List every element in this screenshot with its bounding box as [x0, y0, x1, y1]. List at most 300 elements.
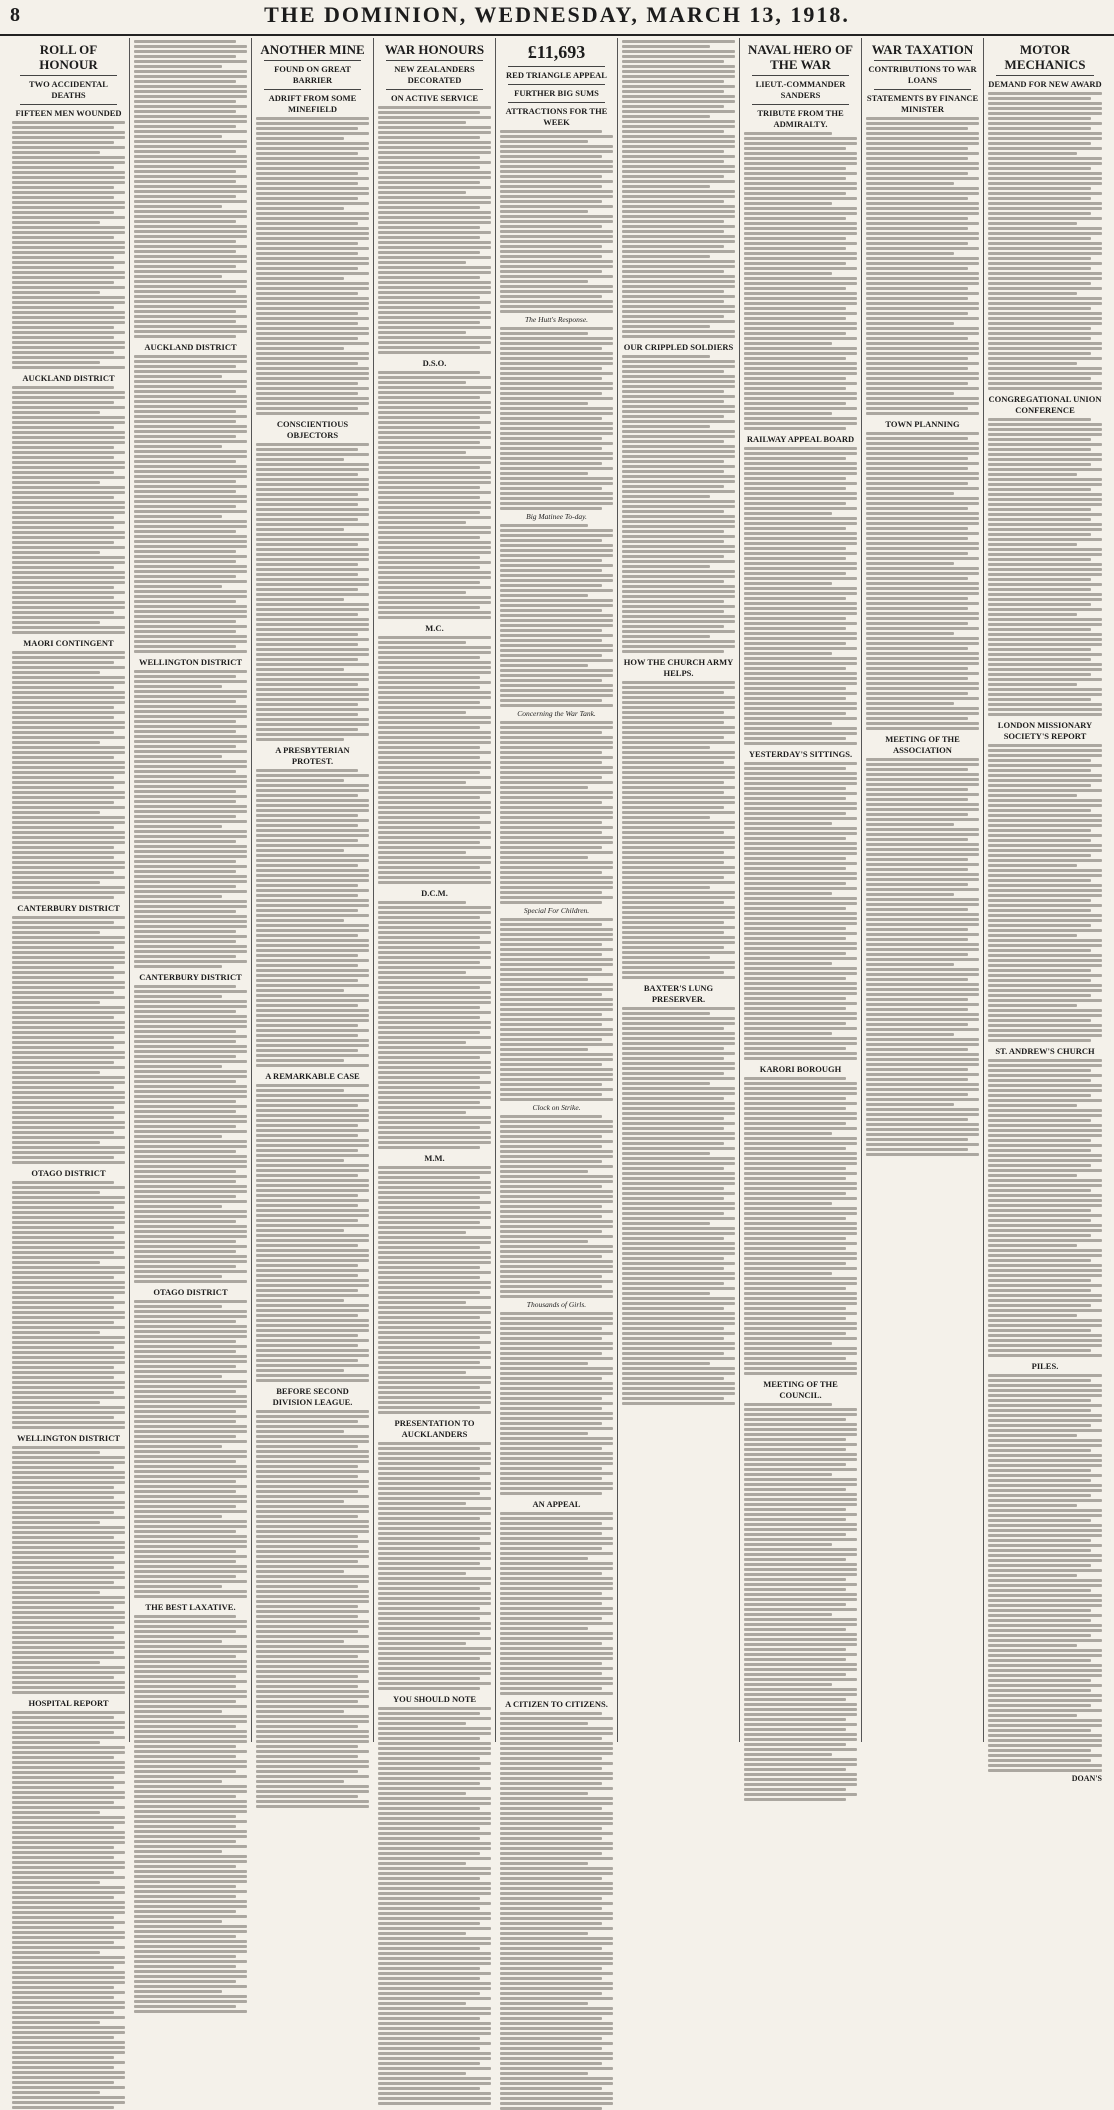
- text-line: [622, 390, 724, 393]
- text-line: [378, 1982, 491, 1985]
- text-line: [744, 157, 857, 160]
- text-line: [500, 654, 602, 657]
- text-line: [744, 1663, 857, 1666]
- text-line: [744, 347, 857, 350]
- text-line: [378, 1311, 491, 1314]
- text-line: [744, 1608, 857, 1611]
- text-line: [12, 1241, 125, 1244]
- text-line: [256, 307, 369, 310]
- text-line: [134, 945, 247, 948]
- text-line: [744, 1593, 857, 1596]
- text-line: [500, 150, 613, 153]
- text-line: [12, 671, 100, 674]
- text-line: [256, 1575, 369, 1578]
- text-line: [866, 1123, 979, 1126]
- text-line: [12, 1686, 125, 1689]
- text-line: [500, 1487, 613, 1490]
- text-line: [12, 796, 125, 799]
- article-body: [12, 1446, 125, 1694]
- text-line: [134, 1500, 247, 1503]
- text-line: [622, 1012, 710, 1015]
- text-line: [500, 886, 613, 889]
- text-line: [866, 357, 968, 360]
- text-line: [134, 755, 222, 758]
- text-line: [256, 1369, 344, 1372]
- text-line: [988, 678, 1102, 681]
- text-line: [256, 1194, 358, 1197]
- text-line: [622, 1142, 724, 1145]
- subheadline: TWO ACCIDENTAL DEATHS: [29, 79, 108, 100]
- text-line: [500, 983, 613, 986]
- text-line: [866, 192, 979, 195]
- text-line: [256, 1299, 344, 1302]
- text-line: [12, 1896, 114, 1899]
- text-line: [744, 1503, 857, 1506]
- text-line: [622, 550, 735, 553]
- text-line: [866, 607, 968, 610]
- text-line: [500, 761, 602, 764]
- text-line: [988, 688, 1102, 691]
- text-line: [622, 55, 735, 58]
- text-line: [500, 275, 613, 278]
- text-line: [622, 1362, 710, 1365]
- text-line: [500, 544, 613, 547]
- article-body: [256, 117, 369, 415]
- text-line: [134, 840, 236, 843]
- text-line: [622, 365, 735, 368]
- text-line: [500, 280, 588, 283]
- text-line: [988, 307, 1091, 310]
- text-line: [500, 2087, 602, 2090]
- text-line: [866, 232, 979, 235]
- text-line: [378, 161, 491, 164]
- text-line: [134, 450, 247, 453]
- text-line: [744, 137, 857, 140]
- text-line: [866, 492, 954, 495]
- text-line: [988, 1149, 1091, 1152]
- text-line: [988, 1314, 1077, 1317]
- text-line: [12, 856, 114, 859]
- text-line: [988, 804, 1102, 807]
- text-line: [988, 764, 1102, 767]
- text-line: [500, 689, 613, 692]
- text-line: [256, 372, 369, 375]
- text-line: [134, 1670, 247, 1673]
- text-line: [378, 221, 491, 224]
- text-line: [622, 886, 710, 889]
- text-line: [134, 205, 222, 208]
- text-line: [256, 919, 344, 922]
- text-line: [500, 467, 613, 470]
- text-line: [378, 871, 491, 874]
- text-line: [988, 869, 1102, 872]
- text-line: [500, 1817, 613, 1820]
- text-line: [988, 899, 1091, 902]
- text-line: [12, 356, 125, 359]
- text-line: [378, 381, 466, 384]
- text-line: [12, 876, 125, 879]
- text-line: [500, 1260, 613, 1263]
- text-line: [12, 1196, 125, 1199]
- text-line: [12, 1501, 125, 1504]
- subheadline: ON ACTIVE SERVICE: [390, 93, 479, 103]
- text-line: [378, 1186, 491, 1189]
- text-line: [866, 682, 979, 685]
- text-line: [500, 644, 613, 647]
- text-line: [134, 170, 236, 173]
- article-body: [744, 762, 857, 1060]
- text-line: [744, 302, 857, 305]
- text-line: [988, 784, 1091, 787]
- text-line: [500, 554, 613, 557]
- text-line: [12, 1631, 125, 1634]
- text-line: [378, 816, 480, 819]
- text-line: [134, 1260, 247, 1263]
- text-line: [134, 1720, 247, 1723]
- text-line: [256, 1269, 369, 1272]
- text-line: [744, 1267, 857, 1270]
- text-line: [622, 1227, 735, 1230]
- text-line: [256, 513, 369, 516]
- text-line: [134, 80, 236, 83]
- text-line: [256, 222, 358, 225]
- text-line: [378, 166, 480, 169]
- text-line: [134, 1925, 247, 1928]
- text-line: [500, 529, 613, 532]
- text-line: [378, 456, 491, 459]
- text-line: [866, 397, 979, 400]
- text-line: [622, 395, 735, 398]
- text-line: [378, 926, 491, 929]
- text-line: [256, 934, 358, 937]
- text-line: [744, 727, 857, 730]
- text-line: [378, 736, 491, 739]
- text-line: [378, 1612, 491, 1615]
- text-line: [744, 1312, 857, 1315]
- text-line: [500, 1932, 588, 1935]
- text-line: [622, 1287, 735, 1290]
- text-line: [12, 1526, 125, 1529]
- text-line: [134, 690, 247, 693]
- text-line: [988, 1619, 1091, 1622]
- text-line: [866, 783, 979, 786]
- text-line: [744, 1498, 857, 1501]
- text-line: [134, 1975, 247, 1978]
- text-line: [988, 257, 1091, 260]
- text-line: [134, 190, 247, 193]
- text-line: [744, 767, 846, 770]
- text-line: [378, 1832, 491, 1835]
- text-line: [378, 496, 480, 499]
- divider: [996, 75, 1094, 76]
- text-line: [12, 621, 100, 624]
- text-line: [500, 1295, 613, 1298]
- text-line: [378, 1647, 491, 1650]
- text-line: [500, 539, 602, 542]
- text-line: [866, 963, 954, 966]
- text-line: [12, 1736, 125, 1739]
- text-line: [12, 1016, 114, 1019]
- text-line: [744, 1292, 857, 1295]
- text-line: [12, 1081, 125, 1084]
- text-line: [622, 826, 735, 829]
- text-line: [500, 821, 602, 824]
- text-line: [622, 120, 735, 123]
- text-line: [622, 605, 735, 608]
- text-line: [378, 1126, 480, 1129]
- text-line: [12, 151, 100, 154]
- text-line: [500, 382, 613, 385]
- text-line: [500, 826, 613, 829]
- text-line: [988, 914, 1102, 917]
- text-line: [622, 470, 724, 473]
- text-line: [622, 560, 735, 563]
- text-line: [988, 1239, 1102, 1242]
- text-line: [134, 155, 247, 158]
- text-line: [378, 866, 480, 869]
- text-line: [744, 1418, 846, 1421]
- text-line: [134, 520, 247, 523]
- text-line: [378, 1321, 491, 1324]
- text-line: [866, 432, 979, 435]
- text-line: [12, 1666, 125, 1669]
- text-line: [134, 1050, 247, 1053]
- text-line: [378, 876, 491, 879]
- text-line: [134, 850, 247, 853]
- text-line: [256, 1715, 369, 1718]
- section-heading: BEFORE SECOND DIVISION LEAGUE.: [272, 1386, 353, 1407]
- text-line: [866, 1088, 979, 1091]
- text-line: [378, 306, 480, 309]
- text-line: [988, 588, 1091, 591]
- text-line: [134, 420, 236, 423]
- text-line: [500, 367, 602, 370]
- article-body: [134, 355, 247, 653]
- text-line: [134, 1115, 247, 1118]
- text-line: [134, 400, 247, 403]
- text-line: [622, 806, 724, 809]
- text-line: [134, 460, 236, 463]
- text-line: [378, 1937, 491, 1940]
- text-line: [12, 886, 125, 889]
- text-line: [134, 1570, 247, 1573]
- text-line: [378, 2102, 491, 2105]
- text-line: [256, 1805, 369, 1808]
- text-line: [378, 2037, 480, 2040]
- text-line: [500, 215, 613, 218]
- text-line: [988, 382, 1102, 385]
- text-line: [378, 766, 491, 769]
- text-line: [12, 2086, 125, 2089]
- text-line: [500, 1992, 602, 1995]
- text-line: [500, 816, 613, 819]
- text-line: [866, 437, 968, 440]
- text-line: [866, 1133, 979, 1136]
- text-line: [866, 242, 968, 245]
- text-line: [256, 277, 344, 280]
- text-line: [500, 756, 613, 759]
- text-line: [500, 1175, 613, 1178]
- text-line: [988, 453, 1102, 456]
- text-line: [988, 1609, 1091, 1612]
- text-line: [622, 906, 735, 909]
- text-line: [134, 1870, 247, 1873]
- text-line: [988, 1194, 1102, 1197]
- text-line: [134, 440, 247, 443]
- article-body: [12, 1181, 125, 1429]
- text-line: [866, 868, 968, 871]
- article-body: [378, 1707, 491, 2105]
- text-line: [378, 931, 491, 934]
- text-line: [622, 796, 735, 799]
- text-line: [134, 1505, 236, 1508]
- section-heading: Special For Children.: [523, 906, 590, 915]
- text-line: [12, 1691, 125, 1694]
- text-line: [622, 1042, 735, 1045]
- text-line: [500, 1742, 613, 1745]
- text-line: [988, 598, 1102, 601]
- text-line: [134, 765, 247, 768]
- text-line: [256, 1440, 369, 1443]
- text-line: [988, 1569, 1102, 1572]
- text-line: [622, 330, 735, 333]
- text-line: [500, 1897, 602, 1900]
- text-line: [866, 998, 968, 1001]
- text-line: [12, 966, 114, 969]
- text-line: [12, 1326, 125, 1329]
- text-line: [744, 542, 857, 545]
- text-line: [256, 618, 369, 621]
- text-line: [988, 1244, 1077, 1247]
- text-line: [134, 740, 247, 743]
- divider: [874, 89, 971, 90]
- text-line: [12, 206, 125, 209]
- text-line: [256, 1415, 369, 1418]
- text-line: [378, 946, 480, 949]
- text-line: [378, 1131, 491, 1134]
- text-line: [378, 726, 480, 729]
- text-line: [744, 1137, 857, 1140]
- text-line: [134, 1515, 222, 1518]
- text-line: [988, 387, 1102, 390]
- text-line: [12, 576, 125, 579]
- text-line: [12, 561, 125, 564]
- text-line: [744, 1733, 857, 1736]
- text-line: [988, 1274, 1102, 1277]
- text-line: [988, 909, 1091, 912]
- text-line: [866, 908, 968, 911]
- text-line: [378, 1927, 491, 1930]
- text-line: [744, 942, 857, 945]
- text-line: [500, 1098, 613, 1101]
- text-line: [988, 628, 1091, 631]
- text-line: [12, 941, 125, 944]
- text-line: [256, 1249, 369, 1252]
- text-line: [134, 1395, 247, 1398]
- text-line: [500, 165, 613, 168]
- text-line: [622, 80, 724, 83]
- text-line: [256, 814, 358, 817]
- text-line: [988, 1099, 1102, 1102]
- text-line: [256, 984, 369, 987]
- text-line: [744, 1357, 846, 1360]
- text-line: [988, 984, 1102, 987]
- text-line: [744, 1272, 832, 1275]
- text-line: [500, 1517, 613, 1520]
- text-line: [378, 461, 491, 464]
- text-line: [866, 207, 979, 210]
- text-line: [378, 1672, 491, 1675]
- text-line: [500, 352, 613, 355]
- text-line: [256, 187, 369, 190]
- text-line: [134, 470, 247, 473]
- text-line: [744, 452, 857, 455]
- text-line: [134, 1020, 247, 1023]
- text-line: [988, 202, 1102, 205]
- text-line: [12, 961, 125, 964]
- text-line: [744, 1573, 857, 1576]
- text-line: [866, 542, 979, 545]
- text-line: [500, 1225, 613, 1228]
- text-line: [744, 577, 857, 580]
- text-line: [256, 663, 369, 666]
- text-line: [988, 959, 1102, 962]
- text-line: [134, 490, 236, 493]
- text-line: [256, 337, 358, 340]
- text-line: [866, 838, 968, 841]
- text-line: [500, 1567, 613, 1570]
- text-line: [256, 588, 358, 591]
- text-line: [12, 1201, 125, 1204]
- text-line: [744, 1342, 832, 1345]
- text-line: [744, 982, 857, 985]
- text-line: [134, 845, 247, 848]
- text-line: [256, 1064, 369, 1067]
- text-line: [134, 1650, 247, 1653]
- text-line: [744, 1458, 857, 1461]
- text-line: [622, 851, 724, 854]
- text-line: [500, 1687, 602, 1690]
- text-line: [500, 1967, 602, 1970]
- text-line: [500, 1317, 613, 1320]
- text-line: [134, 135, 222, 138]
- text-line: [622, 155, 735, 158]
- text-line: [378, 1442, 491, 1445]
- text-line: [744, 632, 857, 635]
- text-line: [744, 377, 846, 380]
- text-line: [378, 2082, 491, 2085]
- text-line: [744, 987, 857, 990]
- text-line: [500, 614, 613, 617]
- text-line: [378, 311, 491, 314]
- text-line: [988, 1504, 1077, 1507]
- text-line: [12, 2056, 114, 2059]
- text-line: [256, 603, 369, 606]
- text-line: [744, 1753, 832, 1756]
- text-line: [988, 879, 1091, 882]
- text-line: [622, 285, 735, 288]
- text-line: [988, 633, 1102, 636]
- text-line: [866, 993, 979, 996]
- text-line: [500, 766, 613, 769]
- section-heading: HOSPITAL REPORT: [28, 1698, 109, 1708]
- text-line: [134, 770, 236, 773]
- text-line: [256, 613, 358, 616]
- text-line: [500, 1857, 613, 1860]
- text-line: [256, 157, 369, 160]
- text-line: [12, 1456, 125, 1459]
- text-line: [500, 225, 602, 228]
